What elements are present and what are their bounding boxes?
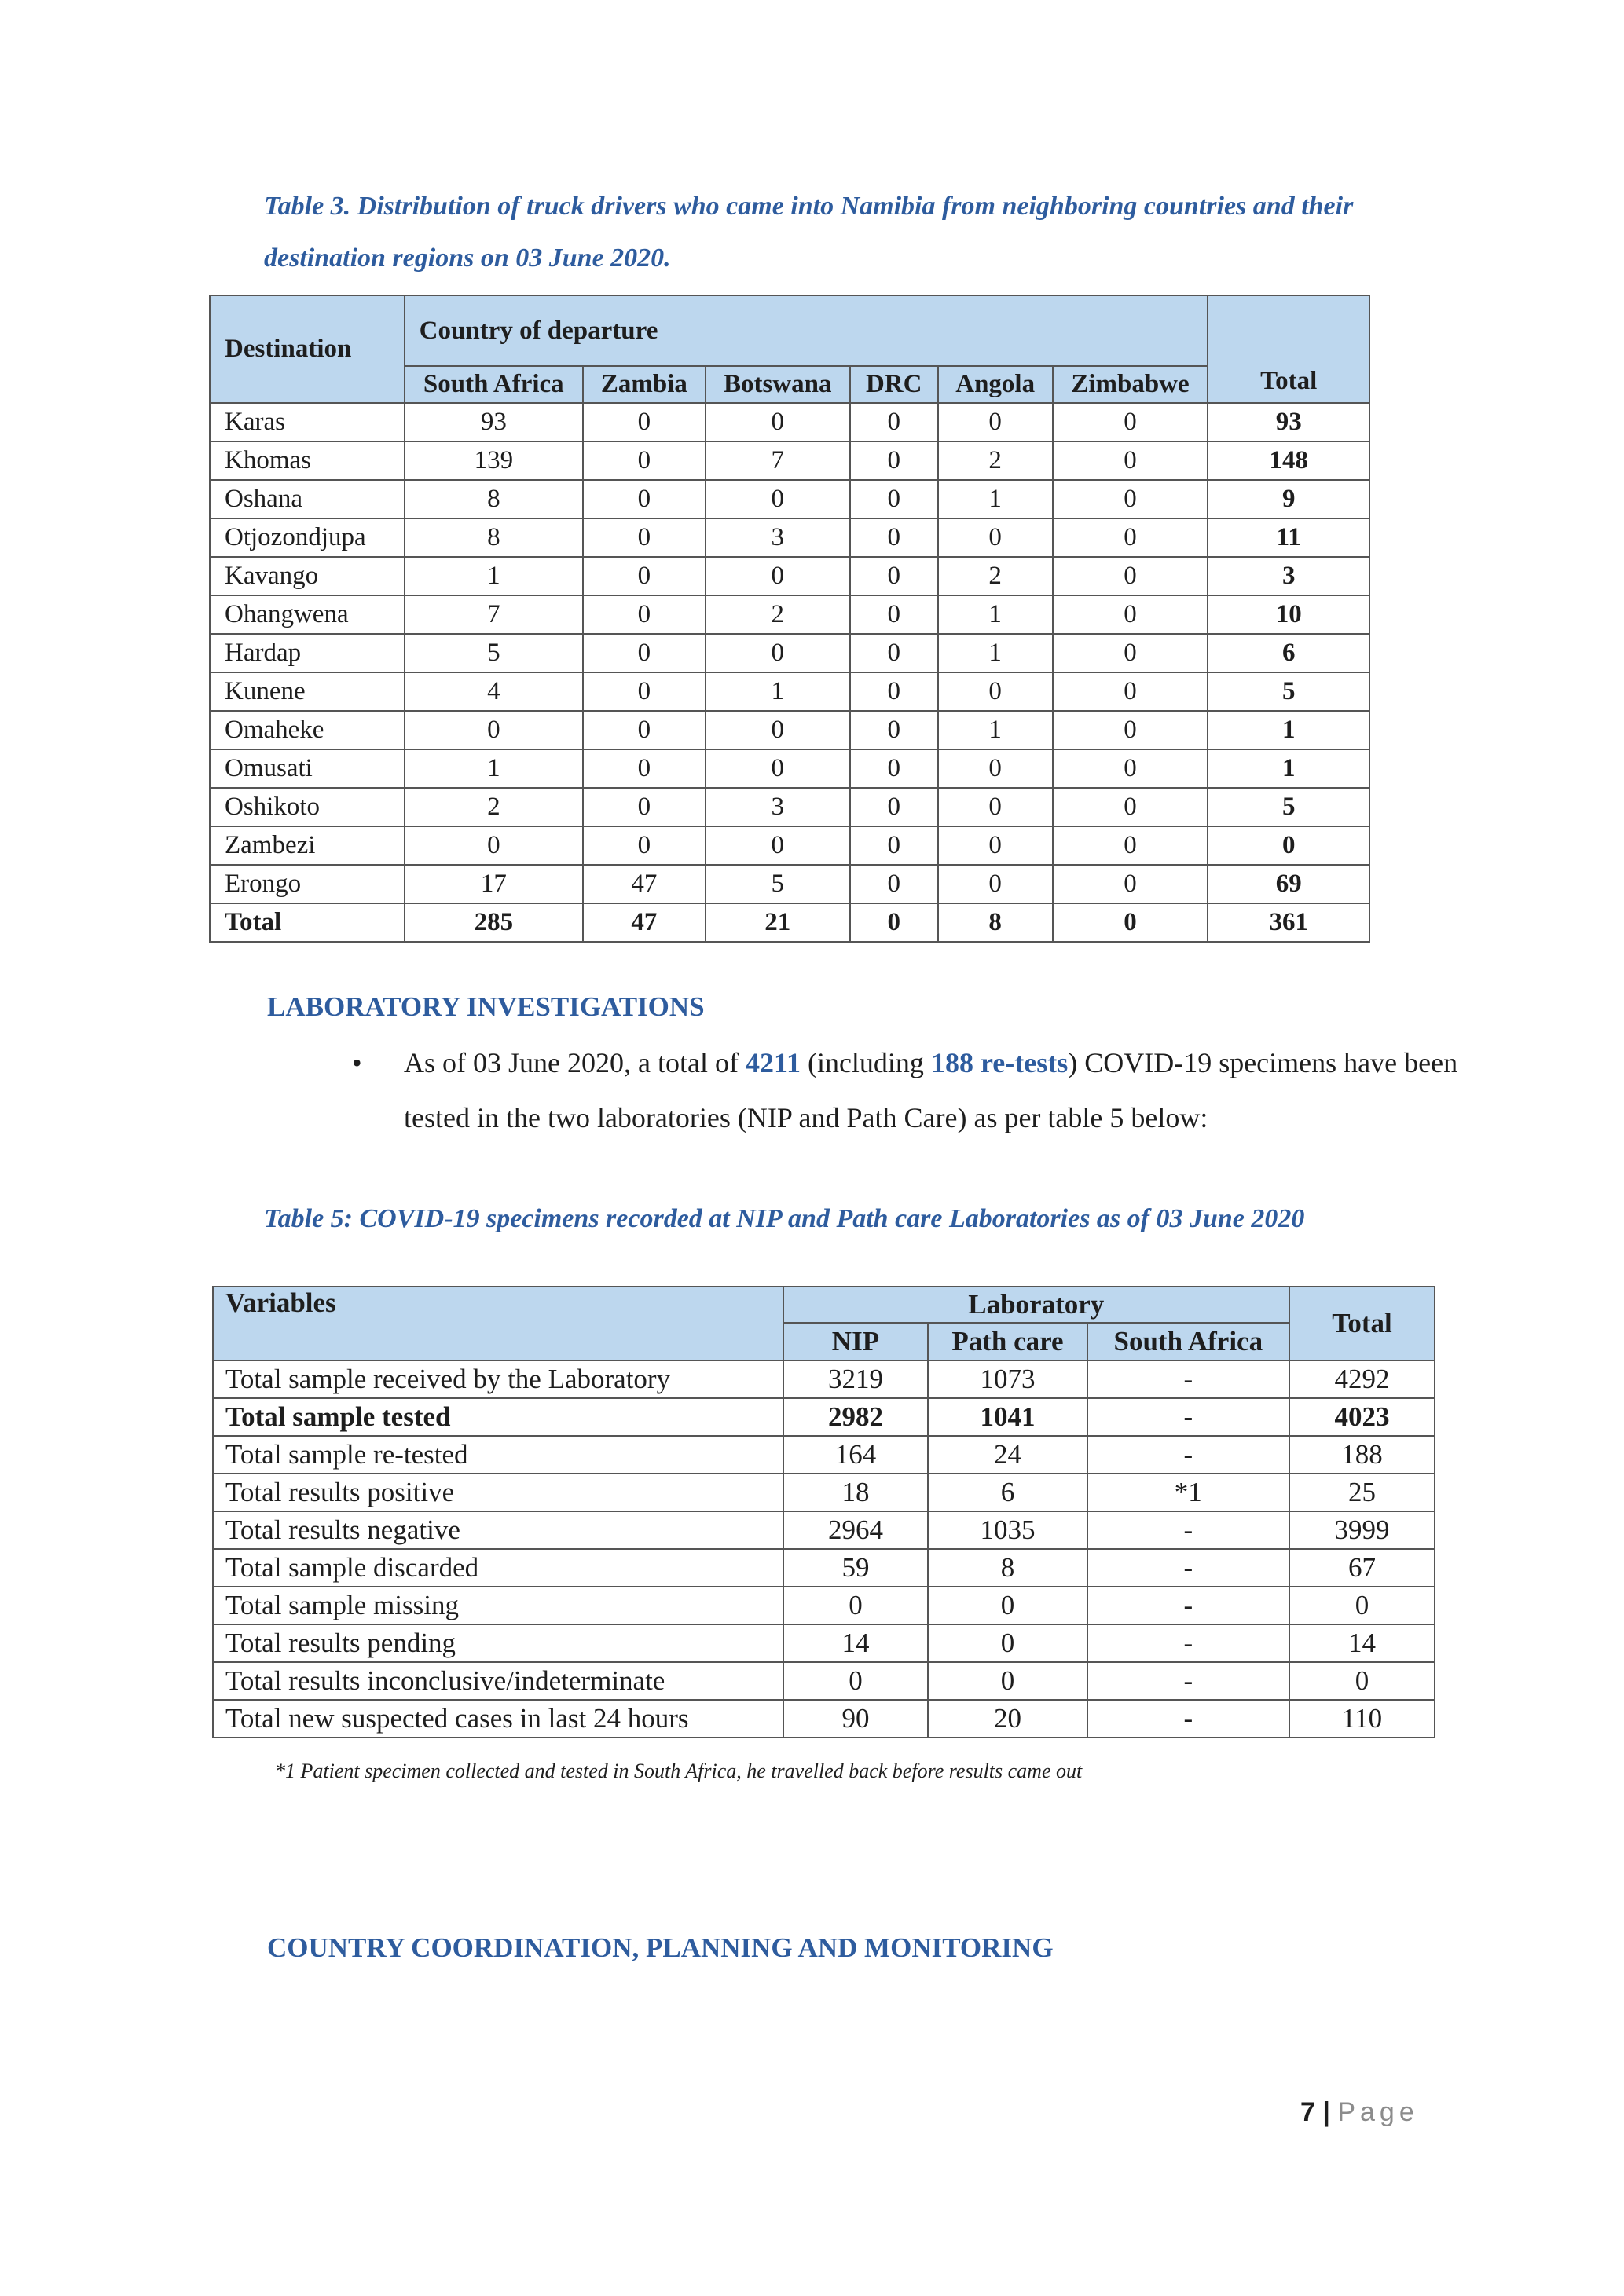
column-total: 0 — [850, 903, 938, 942]
table-row — [213, 1511, 1435, 1549]
column-total: 47 — [583, 903, 706, 942]
count-cell: 8 — [405, 480, 583, 518]
country-header: DRC — [850, 366, 938, 403]
table-row — [213, 1587, 1435, 1624]
variable-name: Total results inconclusive/indeterminate — [213, 1662, 783, 1700]
lab-value: 90 — [783, 1700, 929, 1738]
region-name: Kunene — [210, 672, 405, 711]
count-cell: 1 — [706, 672, 850, 711]
row-total: 110 — [1289, 1700, 1435, 1738]
page-separator: | — [1322, 2097, 1330, 2127]
country-header: South Africa — [405, 366, 583, 403]
lab-value: 0 — [928, 1624, 1087, 1662]
count-cell: 0 — [583, 441, 706, 480]
row-total: 14 — [1289, 1624, 1435, 1662]
row-total: 3 — [1208, 557, 1369, 595]
row-total: 148 — [1208, 441, 1369, 480]
lab-value: 6 — [928, 1474, 1087, 1511]
lab-value: 0 — [783, 1662, 929, 1700]
row-total: 5 — [1208, 672, 1369, 711]
count-cell: 0 — [1053, 557, 1208, 595]
count-cell: 0 — [850, 788, 938, 826]
variable-name: Total sample missing — [213, 1587, 783, 1624]
count-cell: 0 — [850, 403, 938, 441]
variable-name: Total sample re-tested — [213, 1436, 783, 1474]
lab-value: - — [1087, 1549, 1289, 1587]
retests-value: 188 re-tests — [930, 1047, 1069, 1078]
region-name: Oshikoto — [210, 788, 405, 826]
count-cell: 2 — [938, 557, 1053, 595]
lab-value: - — [1087, 1436, 1289, 1474]
count-cell: 1 — [938, 595, 1053, 634]
row-total: 1 — [1208, 711, 1369, 749]
table-row — [210, 865, 1369, 903]
table-row — [210, 595, 1369, 634]
count-cell: 0 — [850, 672, 938, 711]
laboratory-header: Laboratory — [783, 1287, 1289, 1323]
lab-value: 0 — [928, 1662, 1087, 1700]
count-cell: 0 — [850, 480, 938, 518]
count-cell: 0 — [938, 788, 1053, 826]
count-cell: 0 — [706, 634, 850, 672]
variable-name: Total sample received by the Laboratory — [213, 1360, 783, 1398]
lab-value: 3219 — [783, 1360, 929, 1398]
lab-specimens-table — [212, 1286, 1435, 1738]
variable-name: Total sample tested — [213, 1398, 783, 1436]
count-cell: 0 — [706, 749, 850, 788]
table-row — [210, 441, 1369, 480]
lab-value: 8 — [928, 1549, 1087, 1587]
region-name: Karas — [210, 403, 405, 441]
table-row — [210, 788, 1369, 826]
count-cell: 0 — [850, 826, 938, 865]
row-total: 188 — [1289, 1436, 1435, 1474]
lab-header: NIP — [783, 1323, 929, 1360]
count-cell: 1 — [938, 480, 1053, 518]
count-cell: 2 — [405, 788, 583, 826]
country-header: Zimbabwe — [1053, 366, 1208, 403]
coordination-heading: COUNTRY COORDINATION, PLANNING AND MONITORING — [267, 1932, 1054, 1963]
page-number — [1300, 2097, 1419, 2128]
lab-value: 18 — [783, 1474, 929, 1511]
table-row — [210, 711, 1369, 749]
count-cell: 0 — [706, 557, 850, 595]
table-row — [210, 480, 1369, 518]
count-cell: 7 — [706, 441, 850, 480]
total-header: Total — [1208, 295, 1369, 403]
count-cell: 1 — [938, 634, 1053, 672]
count-cell: 0 — [938, 518, 1053, 557]
count-cell: 0 — [1053, 403, 1208, 441]
lab-summary-bullet — [352, 1035, 1476, 1145]
table-row — [210, 557, 1369, 595]
count-cell: 0 — [938, 826, 1053, 865]
region-name: Omusati — [210, 749, 405, 788]
region-name: Otjozondjupa — [210, 518, 405, 557]
lab-value: 1035 — [928, 1511, 1087, 1549]
lab-value: 0 — [928, 1587, 1087, 1624]
table-row — [213, 1700, 1435, 1738]
region-name: Omaheke — [210, 711, 405, 749]
summary-text-part: As of 03 June 2020, a total of — [404, 1047, 746, 1078]
count-cell: 5 — [706, 865, 850, 903]
variable-name: Total new suspected cases in last 24 hours — [213, 1700, 783, 1738]
lab-value: 0 — [783, 1587, 929, 1624]
row-total: 4292 — [1289, 1360, 1435, 1398]
total-header: Total — [1289, 1287, 1435, 1360]
country-header: Zambia — [583, 366, 706, 403]
count-cell: 0 — [583, 634, 706, 672]
count-cell: 1 — [405, 557, 583, 595]
count-cell: 0 — [706, 826, 850, 865]
row-total: 9 — [1208, 480, 1369, 518]
variable-name: Total results positive — [213, 1474, 783, 1511]
count-cell: 0 — [405, 711, 583, 749]
count-cell: 0 — [706, 480, 850, 518]
lab-value: - — [1087, 1360, 1289, 1398]
lab-value: 164 — [783, 1436, 929, 1474]
table-row — [210, 518, 1369, 557]
column-total: 285 — [405, 903, 583, 942]
count-cell: 0 — [583, 518, 706, 557]
count-cell: 0 — [1053, 480, 1208, 518]
variable-name: Total results pending — [213, 1624, 783, 1662]
count-cell: 0 — [405, 826, 583, 865]
lab-value: 1041 — [928, 1398, 1087, 1436]
count-cell: 0 — [1053, 826, 1208, 865]
count-cell: 0 — [583, 788, 706, 826]
table-row — [210, 403, 1369, 441]
count-cell: 0 — [1053, 865, 1208, 903]
count-cell: 1 — [938, 711, 1053, 749]
column-total: 0 — [1053, 903, 1208, 942]
count-cell: 0 — [1053, 595, 1208, 634]
table-row — [210, 826, 1369, 865]
truck-drivers-table — [209, 295, 1370, 943]
count-cell: 0 — [850, 518, 938, 557]
lab-header: Path care — [928, 1323, 1087, 1360]
count-cell: 0 — [583, 711, 706, 749]
table5-footnote: *1 Patient specimen collected and tested in South Africa, he travelled back before results came out — [275, 1760, 1083, 1782]
laboratory-investigations-heading: LABORATORY INVESTIGATIONS — [267, 991, 705, 1022]
table-row — [213, 1436, 1435, 1474]
count-cell: 0 — [850, 749, 938, 788]
count-cell: 0 — [850, 557, 938, 595]
total-tested-value: 4211 — [745, 1047, 801, 1078]
lab-value: - — [1087, 1662, 1289, 1700]
count-cell: 17 — [405, 865, 583, 903]
count-cell: 0 — [938, 672, 1053, 711]
count-cell: 0 — [1053, 441, 1208, 480]
count-cell: 0 — [583, 826, 706, 865]
total-row — [210, 903, 1369, 942]
destination-header: Destination — [210, 295, 405, 403]
region-name: Kavango — [210, 557, 405, 595]
lab-value: 2964 — [783, 1511, 929, 1549]
table5-caption: Table 5: COVID-19 specimens recorded at NIP and Path care Laboratories as of 03 June 2020 — [264, 1204, 1305, 1233]
count-cell: 0 — [1053, 711, 1208, 749]
column-total: 8 — [938, 903, 1053, 942]
bullet-icon: • — [352, 1047, 362, 1078]
row-total: 10 — [1208, 595, 1369, 634]
country-header: Botswana — [706, 366, 850, 403]
count-cell: 2 — [706, 595, 850, 634]
lab-value: - — [1087, 1587, 1289, 1624]
row-total: 3999 — [1289, 1511, 1435, 1549]
count-cell: 93 — [405, 403, 583, 441]
row-total: 69 — [1208, 865, 1369, 903]
lab-value: - — [1087, 1700, 1289, 1738]
table-row — [210, 749, 1369, 788]
count-cell: 0 — [850, 865, 938, 903]
count-cell: 0 — [938, 403, 1053, 441]
row-total: 0 — [1208, 826, 1369, 865]
count-cell: 0 — [583, 480, 706, 518]
count-cell: 3 — [706, 518, 850, 557]
row-total: 1 — [1208, 749, 1369, 788]
row-total: 11 — [1208, 518, 1369, 557]
lab-summary-text — [404, 1035, 1476, 1145]
table-row — [210, 672, 1369, 711]
row-total: 0 — [1289, 1662, 1435, 1700]
table-row — [213, 1398, 1435, 1436]
lab-value: 2982 — [783, 1398, 929, 1436]
row-total: 4023 — [1289, 1398, 1435, 1436]
count-cell: 0 — [583, 749, 706, 788]
row-total: 0 — [1289, 1587, 1435, 1624]
table-row — [213, 1624, 1435, 1662]
lab-value: - — [1087, 1624, 1289, 1662]
count-cell: 0 — [850, 441, 938, 480]
summary-text-part: ) COVID-19 specimens have been tested in the two laboratories (NIP and Path Care) as per table 5 below: — [404, 1047, 1458, 1133]
count-cell: 0 — [850, 711, 938, 749]
lab-value: - — [1087, 1511, 1289, 1549]
row-total: 93 — [1208, 403, 1369, 441]
count-cell: 7 — [405, 595, 583, 634]
row-total: 6 — [1208, 634, 1369, 672]
variable-name: Total sample discarded — [213, 1549, 783, 1587]
lab-value: 1073 — [928, 1360, 1087, 1398]
region-name: Zambezi — [210, 826, 405, 865]
page-number-value: 7 — [1300, 2097, 1315, 2127]
country-of-departure-header: Country of departure — [405, 295, 1208, 366]
summary-text-part: (including — [800, 1047, 931, 1078]
row-total: 5 — [1208, 788, 1369, 826]
count-cell: 0 — [583, 403, 706, 441]
count-cell: 5 — [405, 634, 583, 672]
count-cell: 0 — [1053, 749, 1208, 788]
count-cell: 2 — [938, 441, 1053, 480]
row-total: 25 — [1289, 1474, 1435, 1511]
lab-value: 14 — [783, 1624, 929, 1662]
grand-total: 361 — [1208, 903, 1369, 942]
count-cell: 0 — [583, 557, 706, 595]
count-cell: 0 — [1053, 634, 1208, 672]
count-cell: 0 — [706, 403, 850, 441]
table-row — [213, 1474, 1435, 1511]
total-label: Total — [210, 903, 405, 942]
table-row — [213, 1549, 1435, 1587]
table-row — [213, 1662, 1435, 1700]
lab-value: 59 — [783, 1549, 929, 1587]
count-cell: 0 — [1053, 672, 1208, 711]
region-name: Khomas — [210, 441, 405, 480]
lab-value: 24 — [928, 1436, 1087, 1474]
country-header: Angola — [938, 366, 1053, 403]
region-name: Hardap — [210, 634, 405, 672]
table-row — [213, 1360, 1435, 1398]
lab-value: 20 — [928, 1700, 1087, 1738]
count-cell: 47 — [583, 865, 706, 903]
count-cell: 8 — [405, 518, 583, 557]
lab-value: *1 — [1087, 1474, 1289, 1511]
page-label: Page — [1337, 2097, 1419, 2127]
count-cell: 3 — [706, 788, 850, 826]
region-name: Ohangwena — [210, 595, 405, 634]
variable-name: Total results negative — [213, 1511, 783, 1549]
count-cell: 0 — [1053, 518, 1208, 557]
count-cell: 0 — [850, 634, 938, 672]
column-total: 21 — [706, 903, 850, 942]
count-cell: 0 — [1053, 788, 1208, 826]
variables-header: Variables — [213, 1287, 783, 1360]
count-cell: 0 — [583, 672, 706, 711]
count-cell: 0 — [938, 749, 1053, 788]
count-cell: 0 — [850, 595, 938, 634]
lab-value: - — [1087, 1398, 1289, 1436]
count-cell: 0 — [938, 865, 1053, 903]
region-name: Oshana — [210, 480, 405, 518]
count-cell: 1 — [405, 749, 583, 788]
lab-header: South Africa — [1087, 1323, 1289, 1360]
count-cell: 0 — [706, 711, 850, 749]
count-cell: 0 — [583, 595, 706, 634]
row-total: 67 — [1289, 1549, 1435, 1587]
table3-caption: Table 3. Distribution of truck drivers who came into Namibia from neighboring countries and their destination regions on 03 June 2020. — [264, 192, 1354, 273]
table-row — [210, 634, 1369, 672]
count-cell: 4 — [405, 672, 583, 711]
count-cell: 139 — [405, 441, 583, 480]
region-name: Erongo — [210, 865, 405, 903]
